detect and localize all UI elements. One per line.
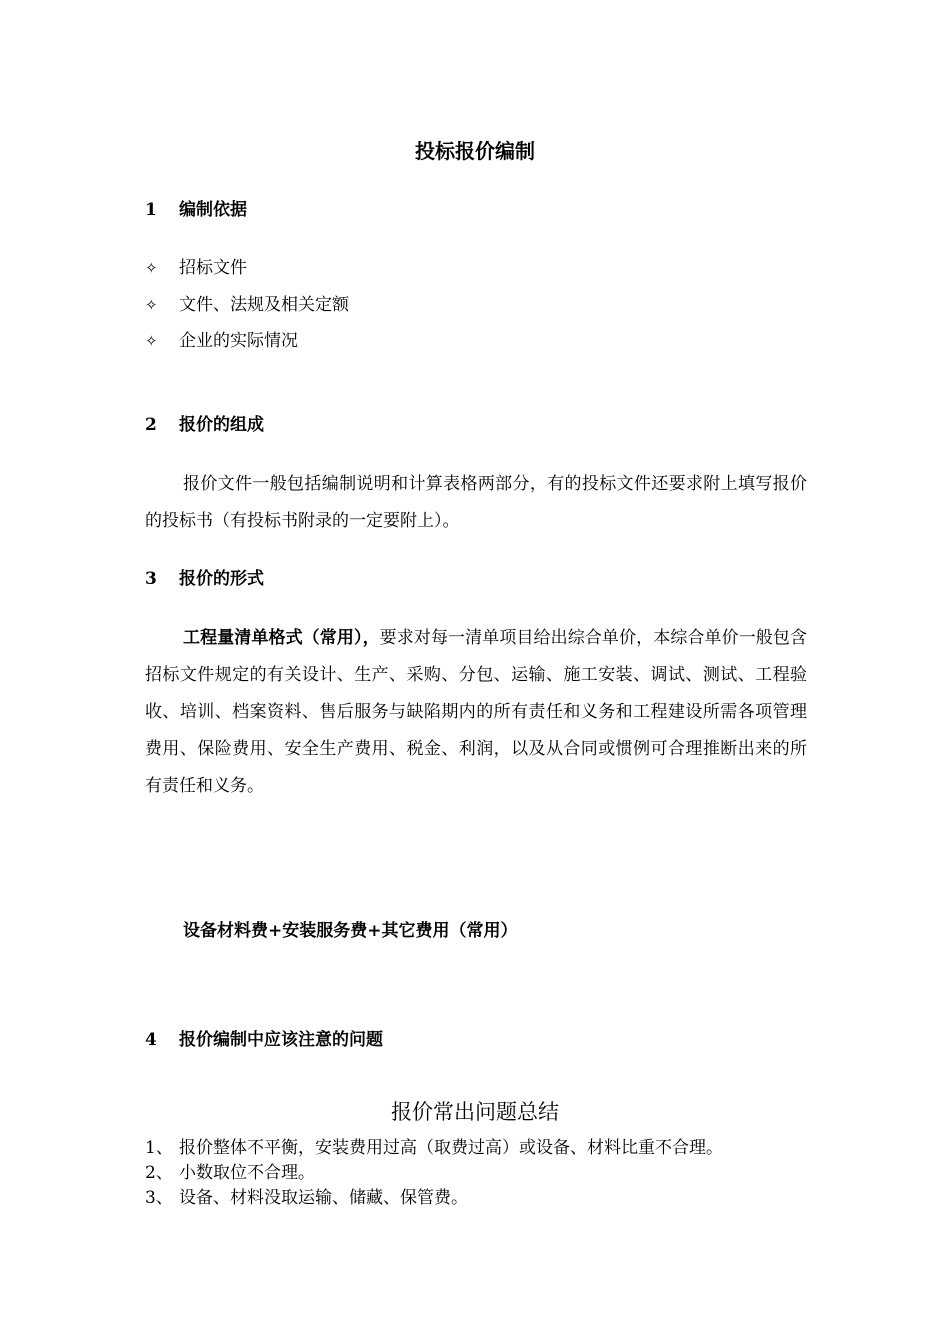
section-title: 报价的形式 [179, 569, 264, 589]
list-item [145, 1136, 723, 1160]
diamond-bullet-icon: ✧ [145, 259, 158, 277]
list-text: 报价整体不平衡，安装费用过高（取费过高）或设备、材料比重不合理。 [179, 1138, 723, 1158]
section-title: 报价编制中应该注意的问题 [179, 1030, 383, 1050]
list-item [145, 328, 298, 354]
section-2-heading [145, 412, 264, 438]
bullet-text: 文件、法规及相关定额 [179, 295, 349, 315]
document-title: 投标报价编制 [415, 139, 535, 163]
section-1-heading [145, 197, 247, 223]
bullet-text: 招标文件 [179, 258, 247, 278]
section-number: 2 [145, 415, 157, 435]
section-number: 3 [145, 569, 157, 589]
section-3-heading [145, 566, 264, 592]
section-4-heading [145, 1027, 383, 1053]
diamond-bullet-icon: ✧ [145, 296, 158, 314]
pricing-formula: 设备材料费+安装服务费+其它费用（常用） [183, 921, 518, 941]
list-text: 设备、材料没取运输、储藏、保管费。 [179, 1188, 468, 1208]
list-text: 小数取位不合理。 [179, 1163, 315, 1183]
list-item [145, 255, 247, 281]
list-item [145, 1186, 468, 1210]
section-title: 报价的组成 [179, 415, 264, 435]
list-item [145, 292, 349, 318]
bold-lead-text: 工程量清单格式（常用）， [183, 628, 380, 648]
section-number: 4 [145, 1030, 157, 1050]
list-number: 3、 [145, 1188, 173, 1208]
list-number: 2、 [145, 1163, 173, 1183]
paragraph-body: 要求对每一清单项目给出综合单价，本综合单价一般包含招标文件规定的有关设计、生产、采购、分包、运输、施工安装、调试、测试、工程验收、培训、档案资料、售后服务与缺陷期内的所有责任和义务和工程建设所需各项管理费用、保险费用、安全生产费用、税金、利润，以及从合同或惯例可合理推断出来的所有责任和义务。 [145, 628, 808, 796]
list-item [145, 1161, 315, 1185]
section-title: 编制依据 [179, 200, 247, 220]
section-number: 1 [145, 200, 157, 220]
section-2-paragraph: 报价文件一般包括编制说明和计算表格两部分，有的投标文件还要求附上填写报价的投标书（有投标书附录的一定要附上）。 [145, 474, 807, 531]
list-number: 1、 [145, 1138, 173, 1158]
section-3-paragraph [145, 620, 807, 805]
summary-title: 报价常出问题总结 [391, 1100, 559, 1124]
bullet-text: 企业的实际情况 [179, 331, 298, 351]
diamond-bullet-icon: ✧ [145, 332, 158, 350]
